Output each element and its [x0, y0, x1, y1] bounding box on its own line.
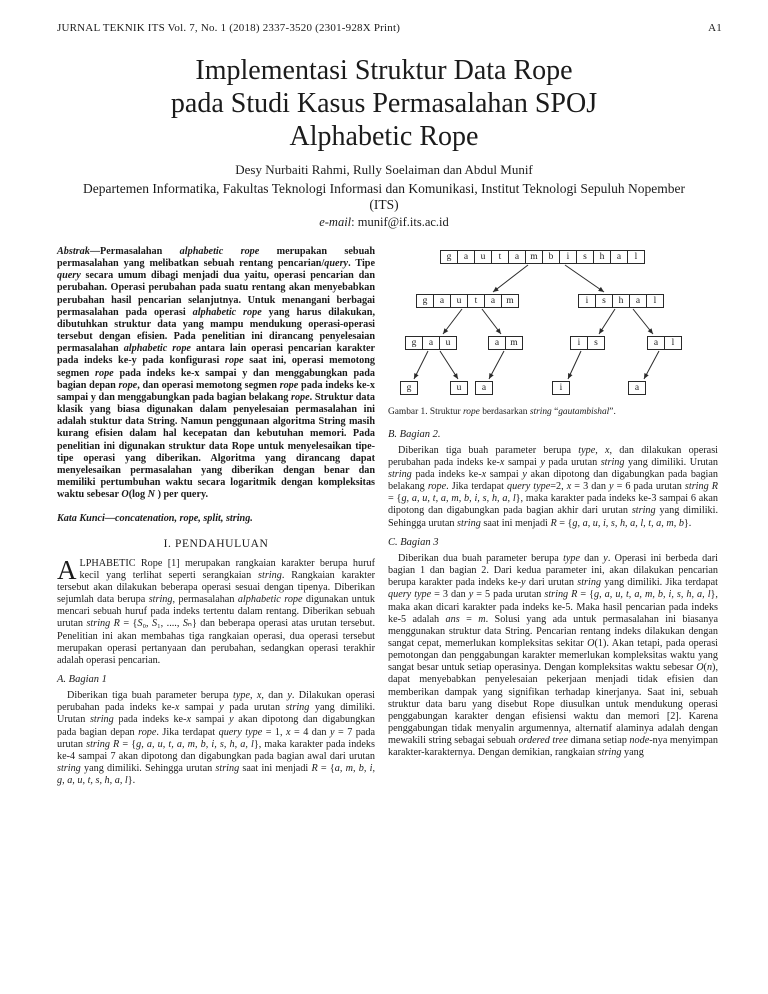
rope-cell: a	[488, 336, 506, 350]
rope-cell: a	[484, 294, 502, 308]
rope-cell: m	[525, 250, 543, 264]
subsection-heading-bagian3: C. Bagian 3	[388, 536, 439, 548]
figure-1	[388, 248, 718, 419]
rope-node	[400, 381, 417, 395]
subsection-heading-bagian2: B. Bagian 2.	[388, 428, 441, 440]
paper-title-line1: Implementasi Struktur Data Rope	[195, 55, 573, 86]
rope-tree-diagram	[388, 248, 718, 400]
bagian1-paragraph: Diberikan tiga buah parameter berupa type, x, dan y. Dilakukan operasi perubahan pada indeks ke-x sampai y pada urutan string yang dimiliki. Urutan string pada indeks ke-x sampai y akan dipotong dan digabungkan pada bagian depan rope. Jika terdapat query type = 1, x = 4 dan y = 7 pada urutan string R = {g, a, u, t, a, m, b, i, s, h, a, l}, maka karakter pada indeks ke-4 sampai 7 akan dipotong dan digabungkan pada bagian awal dari urutan string yang dimiliki. Sehingga urutan string saat ini menjadi R = {a, m, b, i, g, a, u, t, s, h, a, l}.	[57, 690, 376, 787]
rope-cell: m	[501, 294, 519, 308]
rope-node	[450, 381, 467, 395]
rope-cell: a	[629, 294, 647, 308]
tree-edge-line	[565, 265, 604, 292]
rope-node	[416, 294, 518, 308]
paper-title-line2: pada Studi Kasus Permasalahan SPOJ	[170, 88, 598, 119]
arrowhead-icon	[598, 287, 604, 292]
rope-node	[405, 336, 456, 350]
rope-cell: l	[664, 336, 682, 350]
right-column	[388, 246, 718, 787]
email-address: : munif@if.its.ac.id	[351, 215, 449, 229]
arrowhead-icon	[453, 373, 458, 379]
rope-cell: a	[610, 250, 628, 264]
authors-line: Desy Nurbaiti Rahmi, Rully Soelaiman dan Abdul Munif	[235, 162, 533, 177]
rope-cell: a	[628, 381, 646, 395]
left-column	[57, 246, 375, 787]
bagian3-paragraph: Diberikan dua buah parameter berupa type dan y. Operasi ini berbeda dari bagian 1 dan bagian 2. Dari kedua parameter ini, akan dilakukan pencarian berupa karakter pada indeks ke-y dari urutan string yang dimiliki. Jika terdapat query type = 3 dan y = 5 pada urutan string R = {g, a, u, t, a, m, b, i, s, h, a, l}, maka akan dicari karakter pada indeks ke-5. Maka hasil pencarian pada indeks ke-5 adalah ans = m. Solusi yang ada untuk permasalahan ini biasanya menggunakan struktur data String. Pencarian rentang indeks dilakukan dengan sangat cepat, memerlukan kompleksitas sekitar O(1). Akan tetapi, pada operasi pemotongan dan penggabungan karakter memerlukan kompleksitas waktu yang sangat besar untuk setiap operasinya. Dengan kompleksitas waktu sebesar O(n), dapat menyebabkan penyelesaian pekerjaan menjadi tidak efisien dan memberikan dampak yang signifikan terhadap kinerjanya. Saat ini, sebuah struktur data baru yang disebut Rope diusulkan untuk mendukung operasi penggabungan karakter dengan efisiensi waktu dan memori [2]. Karena penggabungan tidak menyalin argumennya, alternatif alaminya adalah dengan mewakili string sebagai sebuah ordered tree dimana setiap node-nya menyimpan karakter-karakternya. Dengan demikian, rangkaian string yang	[388, 552, 719, 759]
section-heading-pendahuluan: I. PENDAHULUAN	[163, 538, 269, 551]
affiliation-line2: (ITS)	[369, 197, 399, 212]
rope-cell: a	[475, 381, 493, 395]
rope-cell: h	[593, 250, 611, 264]
rope-cell: g	[405, 336, 423, 350]
rope-cell: a	[508, 250, 526, 264]
journal-info: JURNAL TEKNIK ITS Vol. 7, No. 1 (2018) 2337-3520 (2301-928X Print)	[57, 22, 401, 34]
rope-node	[628, 381, 645, 395]
arrowhead-icon	[496, 328, 501, 334]
rope-cell: i	[559, 250, 577, 264]
paper-title	[0, 54, 768, 153]
rope-cell: u	[439, 336, 457, 350]
rope-cell: g	[440, 250, 458, 264]
rope-cell: a	[422, 336, 440, 350]
rope-node	[475, 381, 492, 395]
rope-node	[488, 336, 522, 350]
keywords-line: Kata Kunci—concatenation, rope, split, string.	[57, 513, 253, 525]
rope-cell: l	[646, 294, 664, 308]
rope-cell: i	[570, 336, 588, 350]
rope-cell: s	[576, 250, 594, 264]
affiliation-line: Departemen Informatika, Fakultas Teknologi Informasi dan Komunikasi, Institut Teknologi Sepuluh Nopember	[83, 181, 685, 196]
email-line	[0, 215, 768, 230]
rope-cell: a	[433, 294, 451, 308]
arrowhead-icon	[599, 328, 604, 334]
intro-text: LPHABETIC Rope [1] merupakan rangkaian karakter berupa huruf kecil yang terlihat seperti serangkaian string. Rangkaian karakter tersebut akan dilakukan beberapa operasi sesuai dengan tipenya. Diberikan sejumlah data berupa string, permasalahan alphabetic rope digunakan untuk mencari sebuah huruf pada indeks tertentu dalam rentang. Diberikan sebuah urutan string R = {S₀, S₁, ...., Sₙ} dan beberapa operasi atas urutan tersebut. Penelitian ini akan membahas tiga rangkaian operasi, dua operasi tersebut merupakan operasi pertanyaan dan perubahan, sedangkan operasi terakhir adalah operasi pencarian.	[57, 557, 375, 666]
tree-edge-line	[493, 265, 528, 292]
rope-cell: u	[450, 381, 468, 395]
rope-cell: u	[474, 250, 492, 264]
rope-cell: i	[552, 381, 570, 395]
figure-1-caption: Gambar 1. Struktur rope berdasarkan string “gautambishal”.	[388, 407, 616, 417]
rope-node	[578, 294, 663, 308]
rope-cell: s	[595, 294, 613, 308]
rope-cell: l	[627, 250, 645, 264]
rope-cell: u	[450, 294, 468, 308]
rope-node	[552, 381, 569, 395]
rope-node	[647, 336, 681, 350]
figure-arrows	[388, 248, 718, 400]
rope-cell: t	[467, 294, 485, 308]
rope-cell: a	[647, 336, 665, 350]
rope-cell: h	[612, 294, 630, 308]
title-block	[0, 0, 768, 230]
subsection-heading-bagian1: A. Bagian 1	[57, 674, 107, 685]
rope-cell: a	[457, 250, 475, 264]
rope-node	[570, 336, 604, 350]
rope-cell: b	[542, 250, 560, 264]
paper-title-line3: Alphabetic Rope	[289, 121, 479, 152]
intro-paragraph	[57, 554, 375, 667]
abstract-paragraph: Abstrak—Permasalahan alphabetic rope merupakan sebuah permasalahan yang melibatkan sebuah rentang pencarian/query. Tipe query secara umum dibagi menjadi dua yaitu, operasi pencarian dan perubahan. Operasi perubahan pada suatu rentang akan menyebabkan perubahan hasil pencarian selanjutnya. Untuk menangani berbagai permasalahan pada operasi alphabetic rope yang harus dilakukan, dibutuhkan struktur data yang mampu mendukung operasi-operasi tersebut dengan efisien. Pada penelitian ini dirancang penyelesaian permasalahan alphabetic rope antara lain operasi pencarian karakter pada indeks ke-y pada konfigurasi rope saat ini, operasi memotong segmen rope pada indeks ke-x sampai y dan menggabungkan pada bagian depan rope, dan operasi memotong segmen rope pada indeks ke-x sampai y dan menggabungkan pada bagian belakang rope. Struktur data klasik yang biasa digunakan dalam penyelesaian permasalahan ini adalah stuktur data String. Namun penggunaan algoritma String masih kurang efisien dalam hal kecepatan dan kebutuhan memori. Pada penelitian ini digunakan struktur data Rope untuk menyelesaikan tipe-tipe operasi yang diberikan. Algoritma yang dirancang dapat menyelesaikan permasalahan yang diberikan dengan benar dan memiliki pertumbuhan waktu secara logaritmik dengan kompleksitas waktu sebesar O(log N ) per query.	[57, 246, 376, 501]
page-number: A1	[708, 22, 722, 34]
arrowhead-icon	[443, 328, 448, 334]
rope-cell: s	[587, 336, 605, 350]
email-label: e-mail	[319, 215, 352, 229]
rope-cell: g	[416, 294, 434, 308]
arrowhead-icon	[493, 287, 499, 292]
bagian2-paragraph: Diberikan tiga buah parameter berupa type, x, dan dilakukan operasi perubahan pada indeks ke-x sampai y pada urutan string yang dimiliki. Urutan string pada indeks ke-x sampai y akan dipotong dan digabungkan pada bagian belakang rope. Jika terdapat query type=2, x = 3 dan y = 6 pada urutan string R = {g, a, u, t, a, m, b, i, s, h, a, l}, maka karakter pada indeks ke-3 sampai 6 akan dipotong dan digabungkan pada bagian akhir dari urutan string yang dimiliki. Sehingga urutan string saat ini menjadi R = {g, a, u, i, s, h, a, l, t, a, m, b}.	[388, 444, 719, 529]
rope-cell: g	[400, 381, 418, 395]
running-header	[57, 22, 722, 34]
rope-node	[440, 250, 644, 264]
rope-cell: t	[491, 250, 509, 264]
drop-cap: A	[57, 554, 77, 585]
two-column-body	[57, 246, 718, 787]
rope-cell: i	[578, 294, 596, 308]
rope-cell: m	[505, 336, 523, 350]
